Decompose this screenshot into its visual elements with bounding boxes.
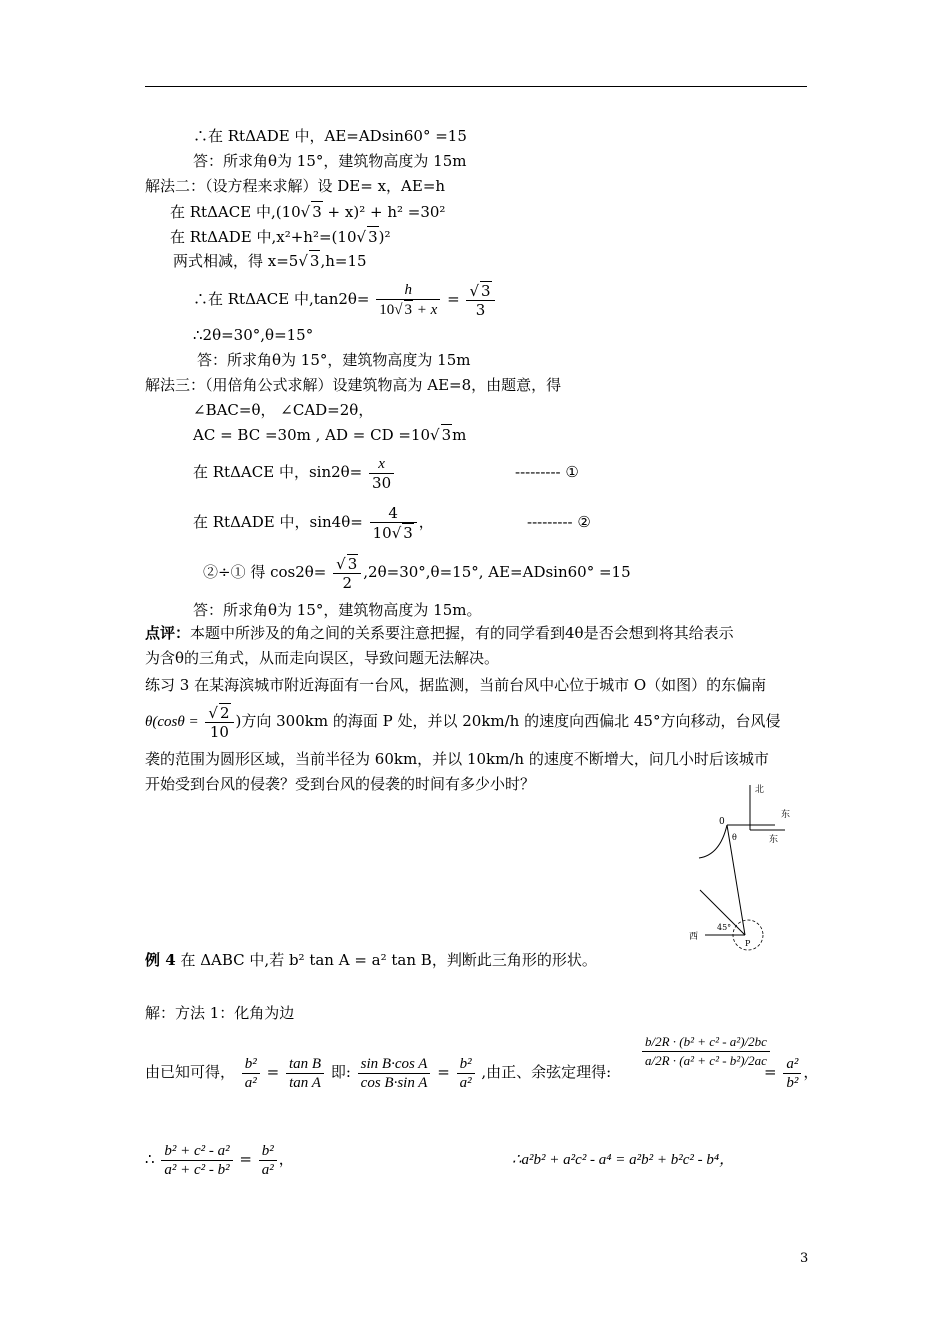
exercise-line: 练习 3 在某海滨城市附近海面有一台风，据监测，当前台风中心位于城市 O（如图）的东偏南	[145, 676, 767, 694]
equation-line: ∴ $\frac{\text{b² + c² - a²}}{\text{a² + c² - b²}}$ = $\frac{\text{b²}}{\text{a²}}$ ，	[145, 1142, 294, 1178]
equation-line: = $\frac{\text{a²}}{\text{b²}}$ ，	[764, 1055, 819, 1091]
north-label: 北	[755, 785, 765, 795]
east-label: 东	[769, 835, 779, 845]
section-heading: 解法二：（设方程来求解）设 DE= x，AE=h	[145, 177, 446, 195]
example-line: 例 4 在 ΔABC 中,若 b² tan A = a² tan B，判断此三角形的形状。	[145, 951, 597, 969]
equation-line: AC = BC =30m , AD = CD =10√ 3m	[193, 426, 467, 444]
equation-line: 两式相减，得 x=5√ 3,h=15	[173, 252, 367, 270]
equation-tag: --------- ①	[515, 463, 579, 481]
exercise-line: 袭的范围为圆形区域，当前半径为 60km，并以 10km/h 的速度不断增大，问几小时后该城市	[145, 750, 769, 768]
origin-label: 0	[719, 817, 725, 827]
equation-line: ∴在 RtΔACE 中,tan2θ= $\frac{h}{10√ 3 + x}$ = $\frac{√ 3}{3}$	[193, 278, 497, 320]
coast-curve	[699, 825, 727, 858]
text-line: 为含θ的三角式，从而走向误区，导致问题无法解决。	[145, 649, 500, 667]
comment-line: 点评：本题中所涉及的角之间的关系要注意把握，有的同学看到4θ是否会想到将其给表示	[145, 624, 734, 642]
equation-line: 在 RtΔADE 中,x²+h²=(10√ 3)²	[170, 228, 391, 246]
text-line: 解：方法 1：化角为边	[145, 1004, 295, 1022]
equation-line: $\frac{\text{b/2R · (b² + c² - a²)/2bc}}{\text{a/2R · (a² + c² - b²)/2ac}}$	[640, 1028, 772, 1072]
exercise-line: θ(cosθ = $\frac{√ 2}{10}$ )方向 300km 的海面 P 处，并以 20km/h 的速度向西偏北 45°方向移动，台风侵	[145, 704, 781, 741]
equation-line: 在 RtΔACE 中，sin2θ= $\frac{x}{30}$	[193, 452, 396, 492]
header-rule	[145, 86, 807, 87]
theta-label: θ	[732, 833, 737, 842]
equation-line: 在 RtΔADE 中，sin4θ= $\frac{4}{10√ 3}$ ，	[193, 504, 434, 542]
west-label: 西	[689, 932, 699, 942]
equation-line: ②÷① 得 cos2θ= $\frac{√ 3}{2}$ ,2θ=30°,θ=15°, AE=ADsin60° =15	[203, 555, 631, 592]
text-line: 答：所求角θ为 15°，建筑物高度为 15m。	[193, 601, 482, 619]
section-heading: 解法三：（用倍角公式求解）设建筑物高为 AE=8，由题意，得	[145, 376, 562, 394]
text-line: ∴2θ=30°,θ=15°	[193, 326, 314, 344]
text-line: ∴在 RtΔADE 中，AE=ADsin60° =15	[193, 127, 467, 145]
equation-line: 由已知可得， $\frac{\text{b²}}{\text{a²}}$ = $\frac{\text{tan B}}{\text{tan A}}$ 即: $\frac{\text{sin B·cos A}}{\text{cos B·sin A}}$ = $\frac{\text{b²}}{\text{a²}}$ ,由正、余弦定理得:	[145, 1055, 612, 1091]
equation-line: 在 RtΔACE 中,(10√ 3 + x)² + h² =30²	[170, 203, 446, 221]
text-line: 答：所求角θ为 15°，建筑物高度为 15m	[193, 152, 467, 170]
angle-label: 45°	[717, 923, 732, 932]
equation-line: ∴a²b² + a²c² - a⁴ = a²b² + b²c² - b⁴，	[512, 1152, 735, 1168]
text-line: 答：所求角θ为 15°，建筑物高度为 15m	[197, 351, 471, 369]
equation-tag: --------- ②	[527, 513, 591, 531]
text-line: ∠BAC=θ， ∠CAD=2θ，	[193, 401, 374, 419]
exercise-line: 开始受到台风的侵袭？受到台风的侵袭的时间有多少小时？	[145, 775, 536, 793]
p-label: P	[745, 939, 751, 948]
page-number: 3	[800, 1251, 809, 1266]
typhoon-diagram	[685, 780, 805, 955]
east-top-label: 东	[781, 810, 791, 820]
